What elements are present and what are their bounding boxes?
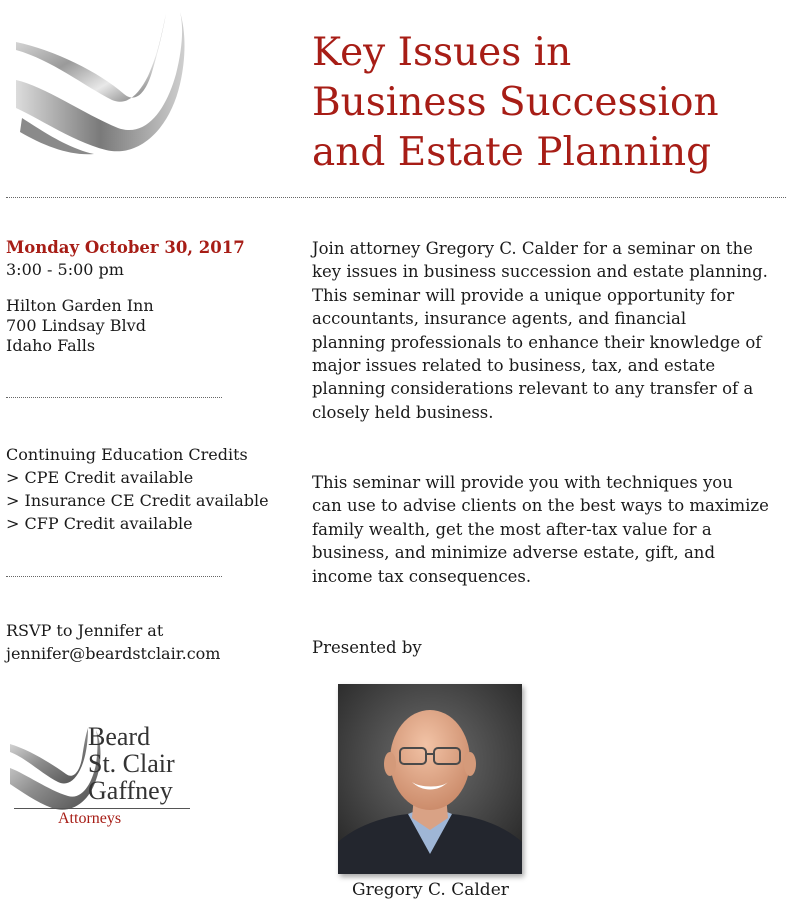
paragraph-line: accountants, insurance agents, and financial	[312, 309, 687, 329]
credits-block	[6, 443, 269, 535]
paragraph-line: closely held business.	[312, 402, 494, 422]
firm-name-line3: Gaffney	[88, 776, 173, 805]
address-line: Idaho Falls	[6, 336, 96, 355]
venue-name: Hilton Garden Inn	[6, 296, 154, 315]
credit-item: > Insurance CE Credit available	[6, 491, 269, 510]
paragraph-line: family wealth, get the most after-tax value for a	[312, 519, 712, 539]
paragraph-line: major issues related to business, tax, and estate	[312, 356, 716, 376]
address-line: 700 Lindsay Blvd	[6, 316, 146, 335]
left-divider	[6, 397, 222, 398]
page-title	[312, 28, 782, 178]
credit-item: > CFP Credit available	[6, 514, 193, 533]
credits-heading: Continuing Education Credits	[6, 445, 248, 464]
presenter-name: Gregory C. Calder	[352, 880, 509, 900]
paragraph-line: income tax consequences.	[312, 566, 532, 586]
header-divider	[6, 197, 786, 198]
title-line: Key Issues in	[312, 30, 572, 75]
presented-by: Presented by	[312, 638, 422, 657]
firm-tagline: Attorneys	[58, 810, 122, 827]
swoosh-logo-icon	[14, 10, 194, 160]
paragraph-line: key issues in business succession and estate planning.	[312, 262, 768, 282]
intro-paragraph	[312, 237, 790, 424]
firm-underline	[14, 808, 190, 809]
rsvp-text: RSVP to Jennifer at	[6, 621, 164, 640]
firm-name-line1: Beard	[88, 722, 151, 751]
paragraph-line: This seminar will provide a unique opportunity for	[312, 285, 735, 305]
event-location	[6, 296, 154, 356]
firm-logo	[8, 724, 208, 834]
left-divider	[6, 576, 222, 577]
paragraph-line: planning considerations relevant to any transfer of a	[312, 379, 754, 399]
techniques-paragraph	[312, 471, 790, 588]
paragraph-line: business, and minimize adverse estate, gift, and	[312, 543, 716, 563]
rsvp-block	[6, 619, 220, 665]
rsvp-email[interactable]: jennifer@beardstclair.com	[6, 644, 221, 663]
paragraph-line: This seminar will provide you with techniques you	[312, 473, 733, 492]
event-date: Monday October 30, 2017	[6, 238, 245, 257]
paragraph-line: planning professionals to enhance their knowledge of	[312, 332, 762, 352]
presenter-photo	[338, 684, 522, 874]
credit-item: > CPE Credit available	[6, 468, 194, 487]
paragraph-line: can use to advise clients on the best ways to maximize	[312, 496, 769, 516]
title-line: and Estate Planning	[312, 130, 712, 175]
paragraph-line: Join attorney Gregory C. Calder for a seminar on the	[312, 239, 753, 258]
title-line: Business Succession	[312, 80, 719, 125]
firm-name-line2: St. Clair	[88, 749, 175, 778]
event-time: 3:00 - 5:00 pm	[6, 260, 124, 279]
